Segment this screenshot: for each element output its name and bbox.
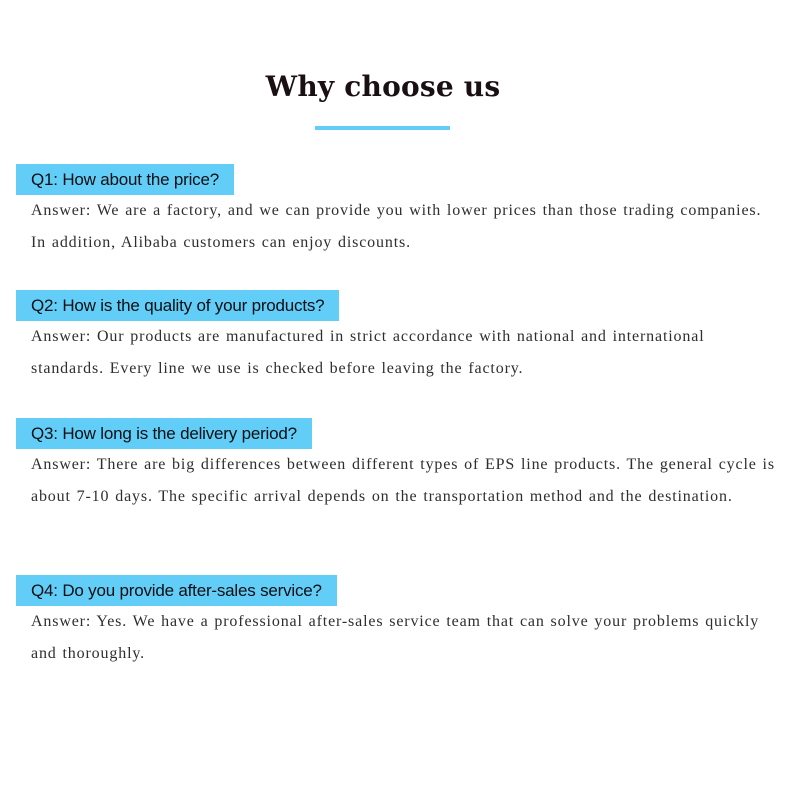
faq-item-3 — [16, 418, 776, 512]
faq-item-2 — [16, 290, 776, 384]
faq-answer-1: Answer: We are a factory, and we can provide you with lower prices than those trading companies. In addition, Alibaba customers can enjoy discounts. — [31, 202, 762, 251]
faq-question-3: Q3: How long is the delivery period? — [16, 418, 312, 449]
title-underline — [315, 126, 450, 130]
faq-item-1 — [16, 164, 776, 258]
faq-answer-4: Answer: Yes. We have a professional after-sales service team that can solve your problems quickly and thoroughly. — [31, 613, 760, 662]
faq-item-4 — [16, 575, 776, 669]
faq-question-1: Q1: How about the price? — [16, 164, 234, 195]
page-title: Why choose us — [265, 70, 501, 103]
faq-question-4: Q4: Do you provide after-sales service? — [16, 575, 337, 606]
faq-answer-2: Answer: Our products are manufactured in strict accordance with national and international standards. Every line we use is checked before leaving the factory. — [31, 328, 705, 377]
faq-question-2: Q2: How is the quality of your products? — [16, 290, 339, 321]
faq-answer-3: Answer: There are big differences between different types of EPS line products. The general cycle is about 7-10 days. The specific arrival depends on the transportation method and the destination. — [31, 456, 775, 505]
